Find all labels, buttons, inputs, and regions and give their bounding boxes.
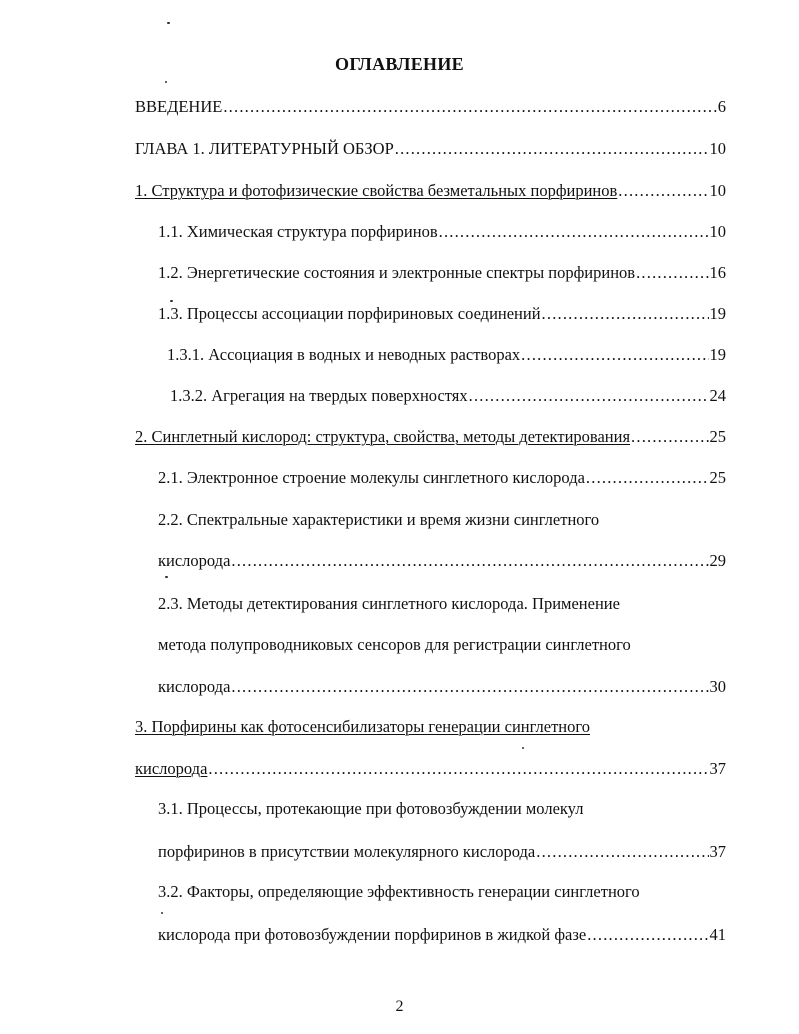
toc-leader-dots [586, 468, 709, 488]
toc-leader-dots [521, 345, 708, 365]
toc-leader-dots [208, 759, 708, 779]
scan-speck [522, 747, 524, 749]
toc-entry-text: 1.1. Химическая структура порфиринов [158, 222, 438, 241]
toc-entry-page: 16 [709, 263, 726, 282]
scan-speck [165, 81, 167, 83]
toc-entry-page: 10 [709, 139, 726, 158]
toc-title: ОГЛАВЛЕНИЕ [335, 54, 464, 74]
toc-entry-page: 19 [709, 304, 726, 323]
toc-entry-chapter-1[interactable] [135, 139, 726, 159]
toc-leader-dots [231, 551, 708, 571]
toc-entry-section-1-3-2[interactable] [170, 386, 726, 406]
toc-entry-page: 30 [709, 677, 726, 696]
toc-entry-page: 41 [709, 925, 726, 944]
toc-leader-dots [542, 304, 709, 324]
scan-speck [167, 22, 170, 24]
toc-entry-page: 6 [717, 97, 726, 116]
toc-leader-dots [636, 263, 708, 283]
toc-entry-section-3-1-line1[interactable]: 3.1. Процессы, протекающие при фотовозбуждении молекул [158, 799, 584, 818]
toc-entry-section-1-2[interactable] [158, 263, 726, 283]
toc-entry-page: 37 [709, 759, 726, 778]
toc-entry-page: 25 [709, 427, 726, 446]
toc-entry-section-1-3-1[interactable] [167, 345, 726, 365]
toc-entry-text: кислорода [158, 677, 231, 696]
toc-entry-page: 37 [709, 842, 726, 861]
toc-entry-section-3-1[interactable] [158, 842, 726, 862]
toc-entry-text: 2.1. Электронное строение молекулы синглетного кислорода [158, 468, 585, 487]
toc-leader-dots [631, 427, 708, 447]
toc-entry-introduction[interactable] [135, 97, 726, 117]
toc-entry-page: 10 [709, 222, 726, 241]
toc-entry-section-2-2[interactable] [158, 551, 726, 571]
toc-entry-section-1-1[interactable] [158, 222, 726, 242]
toc-entry-page: 10 [709, 181, 726, 200]
toc-leader-dots [223, 97, 716, 117]
toc-entry-page: 19 [709, 345, 726, 364]
toc-entry-section-2-3-line1[interactable]: 2.3. Методы детектирования синглетного кислорода. Применение [158, 594, 620, 613]
toc-entry-text: 1.3.2. Агрегация на твердых поверхностях [170, 386, 468, 405]
scan-speck [170, 300, 173, 302]
toc-entry-section-2-1[interactable] [158, 468, 726, 488]
scan-speck [161, 912, 163, 914]
toc-entry-section-2-3-line2[interactable]: метода полупроводниковых сенсоров для регистрации синглетного [158, 635, 631, 654]
toc-entry-text: ВВЕДЕНИЕ [135, 97, 223, 116]
toc-entry-section-1[interactable] [135, 181, 726, 201]
toc-entry-page: 25 [709, 468, 726, 487]
toc-leader-dots [439, 222, 709, 242]
toc-entry-page: 29 [709, 551, 726, 570]
toc-entry-text: кислорода [135, 759, 208, 778]
toc-entry-section-2-2-line1[interactable]: 2.2. Спектральные характеристики и время жизни синглетного [158, 510, 600, 529]
toc-leader-dots [231, 677, 708, 697]
toc-entry-section-2[interactable] [135, 427, 726, 447]
toc-entry-section-2-3[interactable] [158, 677, 726, 697]
toc-entry-text: кислорода при фотовозбуждении порфиринов в жидкой фазе [158, 925, 587, 944]
toc-entry-text: 2. Синглетный кислород: структура, свойства, методы детектирования [135, 427, 631, 446]
toc-entry-text: ГЛАВА 1. ЛИТЕРАТУРНЫЙ ОБЗОР [135, 139, 394, 158]
toc-entry-text: 1. Структура и фотофизические свойства безметальных порфиринов [135, 181, 618, 200]
toc-entry-section-3-2[interactable] [158, 925, 726, 945]
toc-leader-dots [469, 386, 709, 406]
page-number: 2 [395, 998, 404, 1015]
toc-entry-section-3-line1[interactable]: 3. Порфирины как фотосенсибилизаторы генерации синглетного [135, 717, 590, 736]
toc-entry-text: кислорода [158, 551, 231, 570]
toc-entry-text: порфиринов в присутствии молекулярного кислорода [158, 842, 536, 861]
toc-leader-dots [395, 139, 709, 159]
toc-entry-page: 24 [709, 386, 726, 405]
toc-entry-text: 1.3. Процессы ассоциации порфириновых соединений [158, 304, 541, 323]
toc-entry-section-1-3[interactable] [158, 304, 726, 324]
toc-entry-section-3[interactable] [135, 759, 726, 779]
scan-speck [165, 576, 168, 578]
toc-leader-dots [618, 181, 708, 201]
toc-leader-dots [587, 925, 708, 945]
toc-leader-dots [536, 842, 708, 862]
toc-entry-text: 1.3.1. Ассоциация в водных и неводных растворах [167, 345, 521, 364]
toc-entry-section-3-2-line1[interactable]: 3.2. Факторы, определяющие эффективность генерации синглетного [158, 882, 640, 901]
toc-entry-text: 1.2. Энергетические состояния и электронные спектры порфиринов [158, 263, 636, 282]
